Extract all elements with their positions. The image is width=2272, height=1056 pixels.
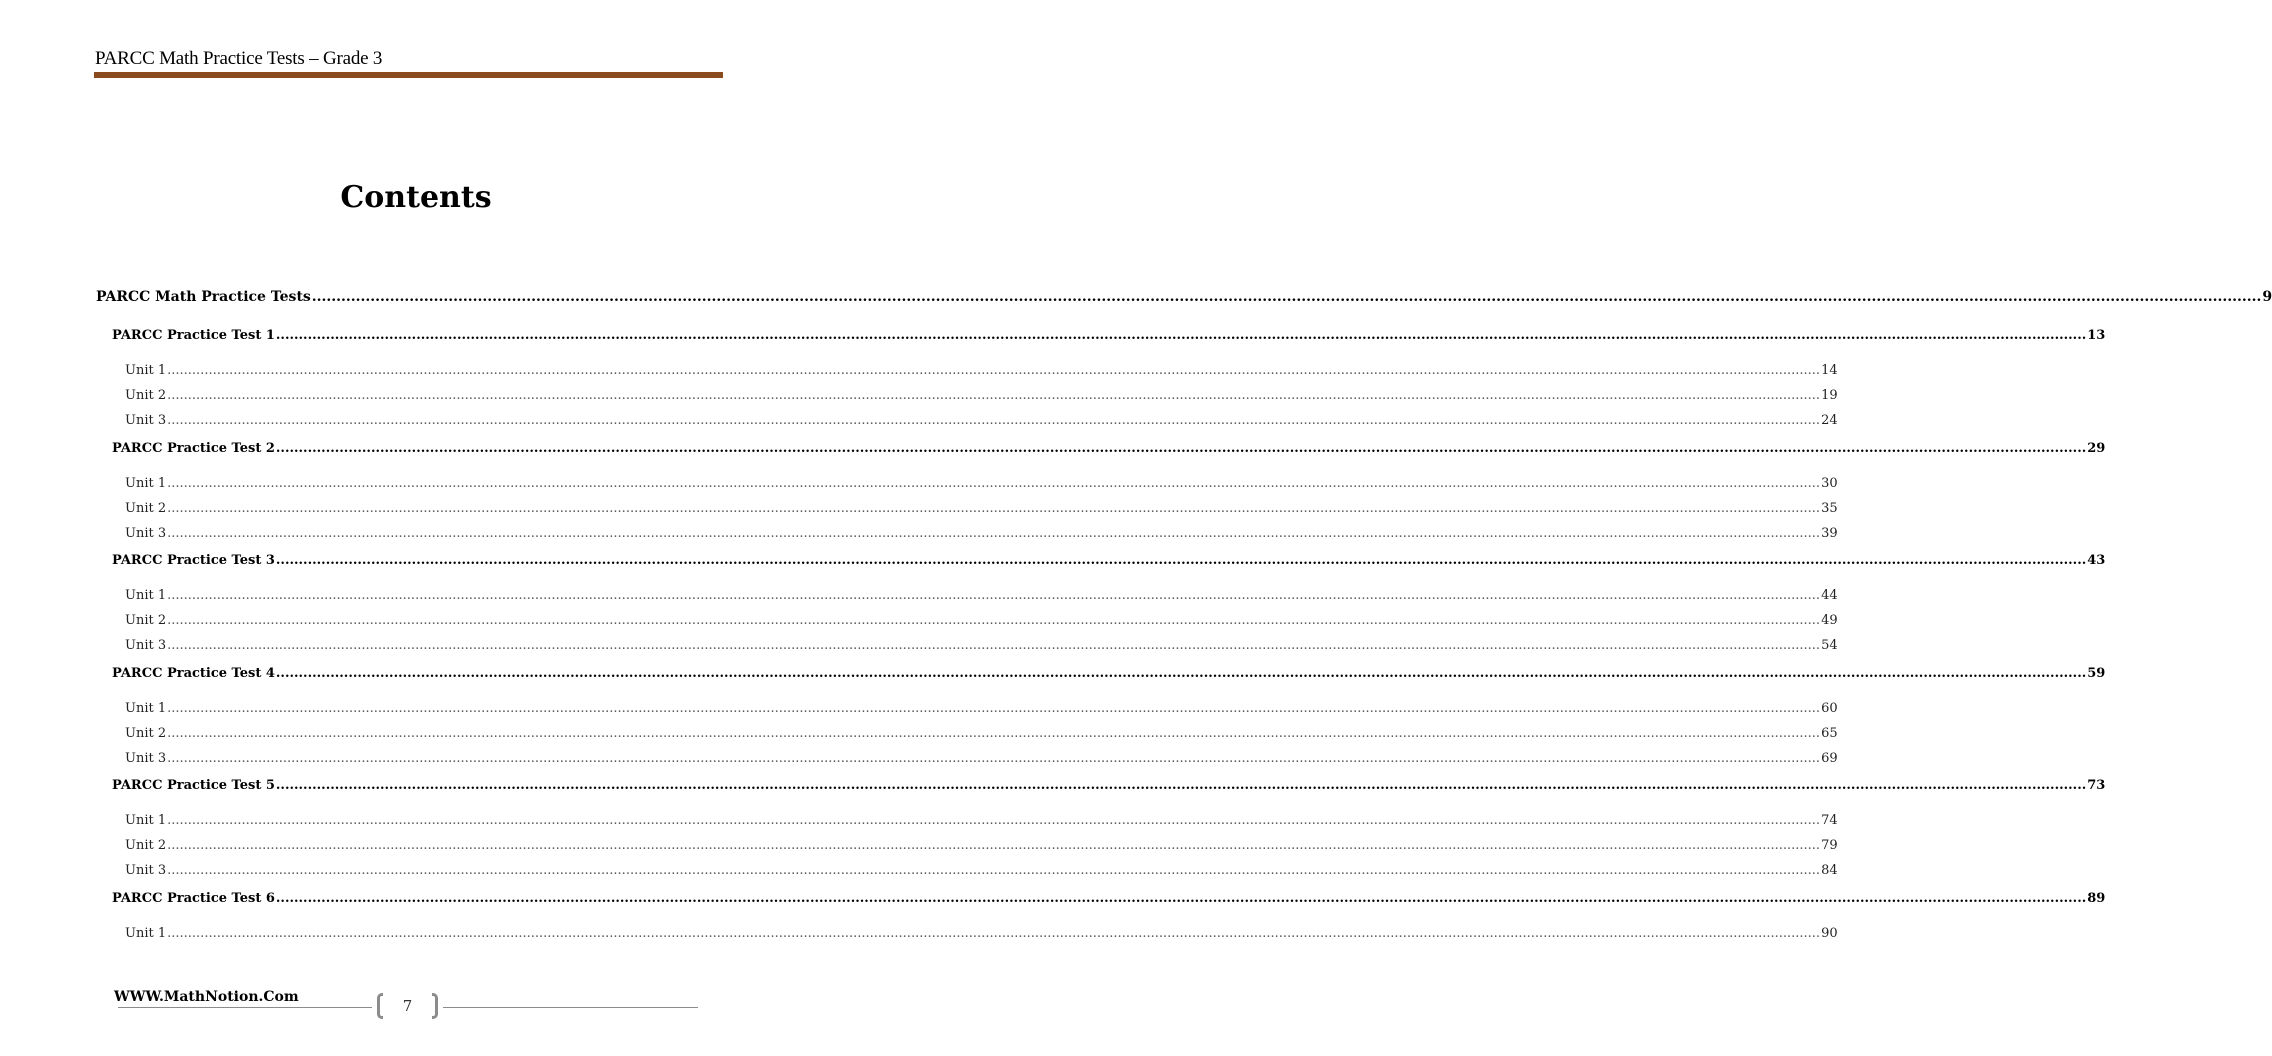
toc-test-entry bbox=[112, 778, 2106, 793]
toc-leader-dots: ................................................................................................................................................................................................................................................................................................................................................................................................................ bbox=[167, 526, 1821, 541]
toc-entry-page: 29 bbox=[2087, 441, 2106, 456]
toc-entry-label: Unit 2 bbox=[125, 388, 167, 403]
toc-leader-dots: ................................................................................................................................................................................................................................................................................................................................................................................................................ bbox=[167, 588, 1821, 603]
toc-entry-label: Unit 1 bbox=[125, 588, 167, 603]
page-number: 7 bbox=[402, 997, 413, 1015]
toc-entry-page: 43 bbox=[2087, 553, 2106, 568]
toc-entry-page: 44 bbox=[1821, 588, 1838, 603]
toc-test-entry bbox=[112, 891, 2106, 906]
toc-section bbox=[96, 289, 2272, 305]
toc-unit-entry bbox=[125, 638, 1838, 653]
toc-entry-page: 14 bbox=[1821, 363, 1838, 378]
toc-entry-label: Unit 2 bbox=[125, 613, 167, 628]
toc-entry-page: 69 bbox=[1821, 751, 1838, 766]
toc-leader-dots: ................................................................................................................................................................................................................................................................................................................................................................................................................ bbox=[311, 289, 2262, 305]
toc-entry-label: Unit 3 bbox=[125, 526, 167, 541]
toc-test-entry bbox=[112, 666, 2106, 681]
toc-entry-label: Unit 1 bbox=[125, 701, 167, 716]
toc-entry-label: Unit 3 bbox=[125, 413, 167, 428]
toc-leader-dots: ................................................................................................................................................................................................................................................................................................................................................................................................................ bbox=[167, 726, 1821, 741]
toc-entry-label: PARCC Practice Test 2 bbox=[112, 441, 275, 456]
footer-line-left bbox=[118, 1007, 372, 1008]
toc-entry-page: 73 bbox=[2087, 778, 2106, 793]
toc-entry-label: Unit 2 bbox=[125, 501, 167, 516]
toc-entry-label: PARCC Practice Test 1 bbox=[112, 328, 275, 343]
toc-leader-dots: ................................................................................................................................................................................................................................................................................................................................................................................................................ bbox=[167, 363, 1821, 378]
toc-leader-dots: ................................................................................................................................................................................................................................................................................................................................................................................................................ bbox=[167, 813, 1821, 828]
toc-entry-page: 65 bbox=[1821, 726, 1838, 741]
toc-entry-page: 39 bbox=[1821, 526, 1838, 541]
toc-entry-label: Unit 3 bbox=[125, 863, 167, 878]
toc-entry-page: 79 bbox=[1821, 838, 1838, 853]
toc-leader-dots: ................................................................................................................................................................................................................................................................................................................................................................................................................ bbox=[167, 388, 1821, 403]
toc-entry-page: 84 bbox=[1821, 863, 1838, 878]
toc-entry-page: 90 bbox=[1821, 926, 1838, 941]
toc-entry-label: Unit 3 bbox=[125, 751, 167, 766]
toc-entry-label: Unit 1 bbox=[125, 363, 167, 378]
toc-entry-label: PARCC Math Practice Tests bbox=[96, 289, 311, 305]
toc-leader-dots: ................................................................................................................................................................................................................................................................................................................................................................................................................ bbox=[275, 328, 2087, 343]
toc-unit-entry bbox=[125, 363, 1838, 378]
header-rule bbox=[94, 72, 723, 78]
toc-leader-dots: ................................................................................................................................................................................................................................................................................................................................................................................................................ bbox=[275, 778, 2087, 793]
toc-entry-page: 74 bbox=[1821, 813, 1838, 828]
footer-site: WWW.MathNotion.Com bbox=[114, 989, 299, 1005]
footer-line-right bbox=[443, 1007, 698, 1008]
toc-unit-entry bbox=[125, 588, 1838, 603]
footer-bracket-right bbox=[432, 993, 438, 1019]
toc-unit-entry bbox=[125, 526, 1838, 541]
toc-entry-label: PARCC Practice Test 4 bbox=[112, 666, 275, 681]
toc-unit-entry bbox=[125, 476, 1838, 491]
toc-entry-label: PARCC Practice Test 5 bbox=[112, 778, 275, 793]
toc-unit-entry bbox=[125, 863, 1838, 878]
toc-entry-label: PARCC Practice Test 3 bbox=[112, 553, 275, 568]
toc-entry-page: 89 bbox=[2087, 891, 2106, 906]
toc-entry-page: 13 bbox=[2087, 328, 2106, 343]
toc-leader-dots: ................................................................................................................................................................................................................................................................................................................................................................................................................ bbox=[167, 926, 1821, 941]
toc-entry-page: 54 bbox=[1821, 638, 1838, 653]
toc-entry-page: 24 bbox=[1821, 413, 1838, 428]
toc-leader-dots: ................................................................................................................................................................................................................................................................................................................................................................................................................ bbox=[167, 413, 1821, 428]
toc-leader-dots: ................................................................................................................................................................................................................................................................................................................................................................................................................ bbox=[275, 441, 2087, 456]
toc-entry-label: PARCC Practice Test 6 bbox=[112, 891, 275, 906]
toc-leader-dots: ................................................................................................................................................................................................................................................................................................................................................................................................................ bbox=[167, 501, 1821, 516]
toc-entry-label: Unit 2 bbox=[125, 726, 167, 741]
toc-entry-page: 19 bbox=[1821, 388, 1838, 403]
toc-entry-page: 49 bbox=[1821, 613, 1838, 628]
toc-entry-page: 59 bbox=[2087, 666, 2106, 681]
toc-entry-label: Unit 1 bbox=[125, 926, 167, 941]
toc-leader-dots: ................................................................................................................................................................................................................................................................................................................................................................................................................ bbox=[275, 891, 2087, 906]
toc-leader-dots: ................................................................................................................................................................................................................................................................................................................................................................................................................ bbox=[167, 838, 1821, 853]
toc-unit-entry bbox=[125, 501, 1838, 516]
toc-unit-entry bbox=[125, 751, 1838, 766]
toc-test-entry bbox=[112, 328, 2106, 343]
toc-unit-entry bbox=[125, 613, 1838, 628]
toc-leader-dots: ................................................................................................................................................................................................................................................................................................................................................................................................................ bbox=[167, 613, 1821, 628]
toc-unit-entry bbox=[125, 388, 1838, 403]
toc-leader-dots: ................................................................................................................................................................................................................................................................................................................................................................................................................ bbox=[167, 751, 1821, 766]
toc-test-entry bbox=[112, 553, 2106, 568]
header-title: PARCC Math Practice Tests – Grade 3 bbox=[95, 48, 383, 69]
toc-leader-dots: ................................................................................................................................................................................................................................................................................................................................................................................................................ bbox=[167, 476, 1821, 491]
toc-entry-label: Unit 1 bbox=[125, 476, 167, 491]
toc-entry-page: 30 bbox=[1821, 476, 1838, 491]
toc-leader-dots: ................................................................................................................................................................................................................................................................................................................................................................................................................ bbox=[275, 666, 2087, 681]
toc-entry-page: 9 bbox=[2262, 289, 2272, 305]
toc-leader-dots: ................................................................................................................................................................................................................................................................................................................................................................................................................ bbox=[167, 638, 1821, 653]
toc-unit-entry bbox=[125, 926, 1838, 941]
toc-entry-label: Unit 2 bbox=[125, 838, 167, 853]
toc-leader-dots: ................................................................................................................................................................................................................................................................................................................................................................................................................ bbox=[275, 553, 2087, 568]
toc-unit-entry bbox=[125, 838, 1838, 853]
toc-leader-dots: ................................................................................................................................................................................................................................................................................................................................................................................................................ bbox=[167, 701, 1821, 716]
toc-entry-label: Unit 1 bbox=[125, 813, 167, 828]
toc-unit-entry bbox=[125, 813, 1838, 828]
toc-entry-label: Unit 3 bbox=[125, 638, 167, 653]
toc-test-entry bbox=[112, 441, 2106, 456]
toc-leader-dots: ................................................................................................................................................................................................................................................................................................................................................................................................................ bbox=[167, 863, 1821, 878]
page-title: Contents bbox=[340, 180, 492, 215]
toc-entry-page: 35 bbox=[1821, 501, 1838, 516]
toc-unit-entry bbox=[125, 413, 1838, 428]
toc-entry-page: 60 bbox=[1821, 701, 1838, 716]
toc-unit-entry bbox=[125, 726, 1838, 741]
toc-unit-entry bbox=[125, 701, 1838, 716]
